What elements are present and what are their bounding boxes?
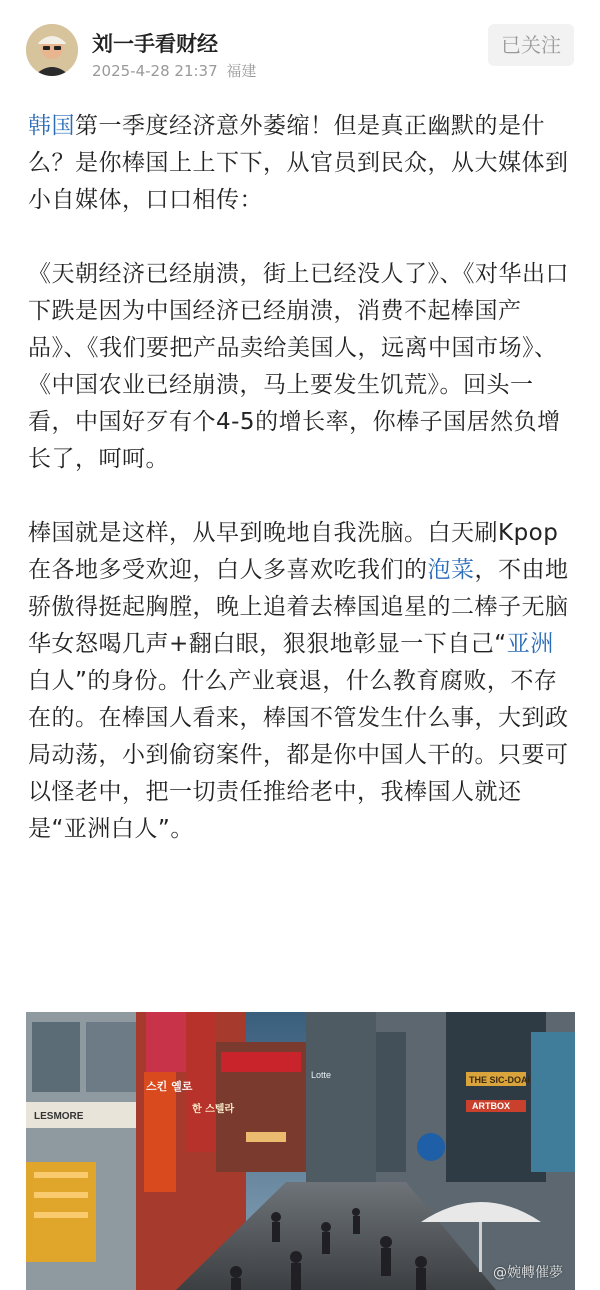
asia-link[interactable]: 亚洲: [506, 631, 554, 657]
follow-button[interactable]: 已关注: [488, 24, 574, 66]
sign-artbox: ARTBOX: [472, 1101, 510, 1111]
paragraph-1: [28, 108, 573, 219]
korea-link[interactable]: 韩国: [28, 113, 75, 139]
paragraph-3: [28, 515, 573, 848]
sign-lotte: Lotte: [311, 1070, 332, 1080]
paragraph-2: 《天朝经济已经崩溃，街上已经没人了》、《对华出口下跌是因为中国经济已经崩溃，消费不起棒国产品》、《我们要把产品卖给美国人，远离中国市场》、《中国农业已经崩溃，马上要发生饥荒》。回头一看，中国好歹有个4-5的增长率，你棒子国居然负增长了，呵呵。: [28, 261, 569, 472]
paragraph-3-part-3: 白人”的身份。什么产业衰退，什么教育腐败，不存在的。在棒国人看来，棒国不管发生什么事，大到政局动荡，小到偷窃案件，都是你中国人干的。只要可以怪老中，把一切责任推给老中，我棒国人就还是“亚洲白人”。: [28, 668, 569, 842]
paragraph-3-part-1: 棒国就是这样，从早到晚地自我洗脑。白天刷Kpop在各地多受欢迎，白人多喜欢吃我们的: [28, 520, 559, 583]
article-photo[interactable]: [26, 1012, 575, 1290]
post-meta: [92, 60, 256, 81]
photo-watermark: @婉轉催夢: [493, 1265, 563, 1281]
article-body: [28, 108, 573, 848]
author-avatar[interactable]: [26, 24, 78, 76]
sign-lesmore: LESMORE: [34, 1111, 84, 1122]
paragraph-1-text: 第一季度经济意外萎缩！但是真正幽默的是什么？是你棒国上上下下，从官员到民众，从大媒体到小自媒体，口口相传：: [28, 113, 569, 213]
paragraph-3-part-2: ，不由地骄傲得挺起胸膛，晚上追着去棒国追星的二棒子无脑华女怒喝几声+翻白眼，狠狠地彰显一下自己“: [28, 557, 569, 657]
sign-stella: 한 스텔라: [192, 1104, 235, 1115]
kimchi-link[interactable]: 泡菜: [427, 557, 475, 583]
author-name[interactable]: 刘一手看财经: [92, 32, 218, 56]
street-scene-image: [26, 1012, 575, 1290]
sign-skin-yellow: 스킨 옐로: [146, 1080, 193, 1093]
post-date: 2025-4-28 21:37: [92, 62, 218, 80]
sign-sic-doai: THE SIC-DOAI: [469, 1075, 531, 1085]
post-location: 福建: [226, 62, 257, 80]
post-header: [0, 0, 600, 92]
